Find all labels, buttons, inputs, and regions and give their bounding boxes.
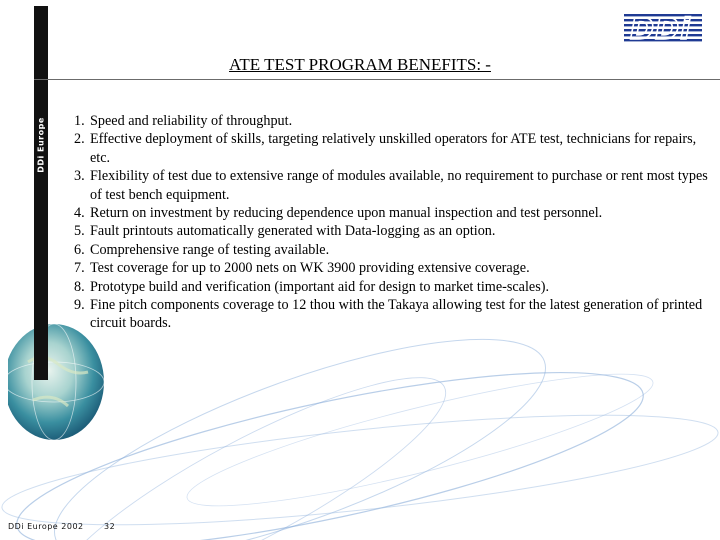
ddi-logo [624, 12, 704, 42]
list-item-number: 9. [74, 297, 85, 314]
list-item-number: 4. [74, 205, 85, 222]
list-item-number: 1. [74, 113, 85, 129]
list-item-text: Prototype build and verification (important aid for design to market time-scales). [90, 278, 549, 295]
list-item [74, 167, 714, 204]
footer-page-number: 32 [104, 522, 116, 531]
list-item-text: Comprehensive range of testing available. [90, 241, 330, 258]
title-divider [34, 79, 720, 80]
list-item-number: 3. [74, 168, 85, 185]
globe-graphic [8, 322, 106, 440]
list-item [74, 204, 714, 222]
list-item-text: Test coverage for up to 2000 nets on WK 3900 providing extensive coverage. [90, 260, 530, 277]
list-item-text: Fault printouts automatically generated with Data-logging as an option. [90, 223, 496, 240]
list-item-text: Speed and reliability of throughput. [90, 113, 293, 129]
list-item-number: 2. [74, 131, 85, 148]
list-item-number: 6. [74, 241, 85, 258]
list-item-number: 7. [74, 260, 85, 277]
side-bar-label: DDi Europe [36, 117, 46, 173]
list-item-number: 5. [74, 223, 85, 240]
decorative-swirl [0, 300, 720, 540]
list-item-text: Return on investment by reducing dependence upon manual inspection and test personnel. [90, 205, 603, 222]
page-title [0, 55, 720, 75]
list-item [74, 259, 714, 277]
list-item-text: Flexibility of test due to extensive range of modules available, no requirement to purchase or rent most types of test bench equipment. [90, 168, 708, 203]
svg-text:DDi: DDi [630, 12, 692, 42]
list-item-text: Effective deployment of skills, targeting relatively unskilled operators for ATE test, technicians for repairs, etc. [90, 131, 697, 166]
list-item-text: Fine pitch components coverage to 12 thou with the Takaya allowing test for the latest generation of printed circuit boards. [90, 297, 703, 332]
benefits-list [74, 112, 714, 333]
logo-text [624, 12, 704, 42]
list-item [74, 296, 714, 333]
list-item [74, 241, 714, 259]
footer-company-year: DDi Europe 2002 [8, 522, 84, 531]
list-item [74, 130, 714, 167]
list-item-number: 8. [74, 278, 85, 295]
page-title-text: ATE TEST PROGRAM BENEFITS: - [229, 55, 491, 74]
list-item [74, 112, 714, 130]
list-item [74, 278, 714, 296]
list-item [74, 222, 714, 240]
